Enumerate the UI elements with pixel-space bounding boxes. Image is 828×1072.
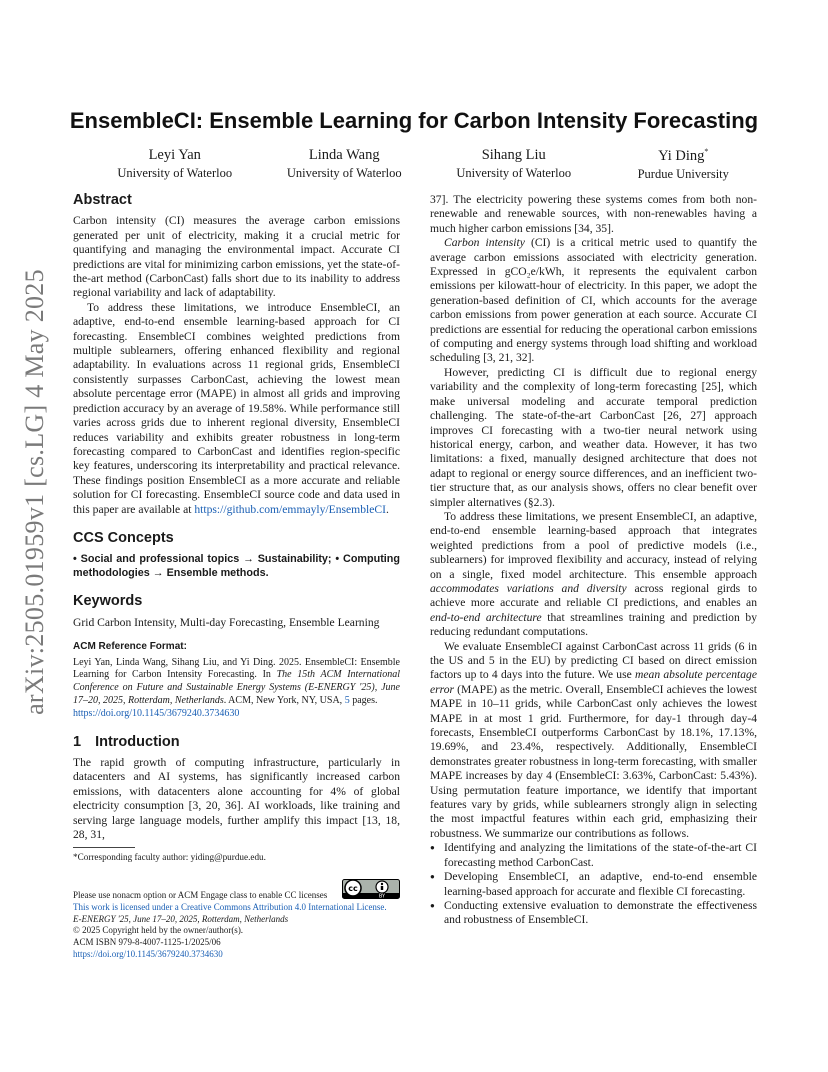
copyright: © 2025 Copyright held by the owner/author(s). bbox=[73, 925, 244, 936]
intro-paragraph-continued: 37]. The electricity powering these systems comes from both non-renewable and renewable sources, with non-renewables having a much higher carbon emissions [34, 35]. bbox=[430, 193, 757, 235]
keywords-text: Grid Carbon Intensity, Multi-day Forecasting, Ensemble Learning bbox=[73, 615, 380, 629]
abstract-paragraph-1: Carbon intensity (CI) measures the average carbon emissions generated per unit of electricity, making it a crucial metric for quantifying and managing the environmental impact. Accurate CI predictions are vital for minimizing carbon emissions, yet the state-of-the-art method (CarbonCast) falls short due to its inability to address regional variability and lack of adaptability. bbox=[73, 214, 400, 300]
conference-info: E-ENERGY '25, June 17–20, 2025, Rotterdam, Netherlands bbox=[73, 913, 289, 924]
author-affiliation: University of Waterloo bbox=[117, 166, 233, 180]
corresponding-mark: * bbox=[704, 147, 709, 156]
keywords-heading: Keywords bbox=[73, 593, 143, 610]
author-name: Linda Wang bbox=[308, 147, 380, 163]
footnote-corresponding: *Corresponding faculty author: yiding@purdue.edu. bbox=[73, 852, 266, 862]
license-doi-link[interactable]: https://doi.org/10.1145/3679240.3734630 bbox=[73, 948, 223, 959]
abstract-paragraph-2: To address these limitations, we introduce EnsembleCI, an adaptive, end-to-end ensemble learning-based approach for CI forecasting. EnsembleCI combines weighted predictions from multiple sublearners, offering enhanced flexibility and regional adaptability. In evaluations across 11 regional grids, EnsembleCI consistently surpasses CarbonCast, achieving the lowest mean absolute percentage error (MAPE) in almost all grids and improving prediction accuracy by an average of 19.58%. While performance still varies across grids due to inherent regional diversity, EnsembleCI reduces variability and exhibits greater robustness in long-term forecasting compared to CarbonCast and identifies region-specific key features, underscoring its interpretability and practical relevance. These findings position EnsembleCI as a more accurate and reliable solution for CI forecasting. EnsembleCI source code and data used in this paper are available at https://github.com/emmayly/EnsembleCI. bbox=[73, 300, 400, 516]
list-item: ● Developing EnsembleCI, an adaptive, end-to-end ensemble learning-based approach for accurate and flexible CI forecasting. bbox=[430, 870, 757, 899]
abstract-heading: Abstract bbox=[73, 192, 132, 208]
author-affiliation: Purdue University bbox=[637, 166, 729, 181]
arxiv-identifier-text: arXiv:2505.01959v1 [cs.LG] 4 May 2025 bbox=[20, 269, 49, 715]
arxiv-identifier bbox=[20, 269, 50, 715]
cc-by-badge-icon bbox=[342, 879, 400, 899]
intro-paragraph-3: However, predicting CI is difficult due to regional energy variability and the complexity of long-term forecasting [25], which make universal modeling and accurate temporal prediction challenging. The state-of-the-art CarbonCast [26, 27] approach improves CI forecasting with a two-tier neural network using historical energy, carbon, and weather data. However, it has two limitations: a fixed, manually designed architecture that does not adapt to regional or energy source differences, and an inefficient two-tier structure that, as our analysis shows, offers no clear benefit over simpler alternatives (§2.3). bbox=[430, 365, 757, 509]
acm-reference bbox=[73, 640, 400, 720]
doi-link[interactable]: https://doi.org/10.1145/3679240.3734630 bbox=[73, 707, 240, 719]
right-column bbox=[430, 193, 757, 928]
intro-paragraph-2: Carbon intensity (CI) is a critical metric used to quantify the average carbon emissions associated with electricity generation. Expressed in gCO₂e/kWh, it represents the equivalent carbon emissions per kilowatt-hour of electricity. In this paper, we adopt the generation-based definition of CI, which accounts for the average carbon emissions from power generation at each source. Accurate CI predictions are essential for reducing the operational carbon emissions of computing and energy systems through load shifting and workload scheduling [3, 21, 32]. bbox=[430, 236, 757, 365]
author-1 bbox=[90, 147, 260, 182]
intro-paragraph-4: To address these limitations, we present EnsembleCI, an adaptive, end-to-end ensemble learning-based approach that integrates weighted predictions from a pool of predictive models (i.e., sublearners) for improved flexibility and accuracy, instead of relying on a single, fixed model architecture. This ensemble approach accommodates variations and diversity across regional girds to achieve more accurate and reliable CI predictions, and enables an end-to-end architecture that streamlines training and prediction by reducing redundant computations. bbox=[430, 509, 757, 639]
author-name: Yi Ding* bbox=[658, 147, 709, 164]
footnote-rule bbox=[73, 847, 135, 848]
list-item: ● Conducting extensive evaluation to demonstrate the effectiveness and robustness of EnsembleCI. bbox=[430, 899, 757, 928]
acm-reference-heading: ACM Reference Format: bbox=[73, 641, 187, 653]
intro-paragraph-1: The rapid growth of computing infrastructure, particularly in datacenters and AI systems, has significantly increased carbon emissions, with datacenters alone accounting for 4% of global electricity consumption [3, 20, 36]. AI workloads, like training and serving large language models, further amplify this impact [13, 18, 28, 31, bbox=[73, 755, 400, 841]
pages-link[interactable]: 5 bbox=[344, 694, 350, 706]
list-item: ● Identifying and analyzing the limitations of the state-of-the-art CI forecasting method CarbonCast. bbox=[430, 841, 757, 870]
author-affiliation: University of Waterloo bbox=[456, 166, 572, 180]
ccs-concepts: • Social and professional topics → Sustainability; • Computing methodologies → Ensemble methods. bbox=[73, 553, 400, 580]
ccs-heading: CCS Concepts bbox=[73, 529, 174, 546]
author-2 bbox=[260, 147, 430, 182]
cc-license-link[interactable]: This work is licensed under a Creative Commons Attribution 4.0 International License. bbox=[73, 901, 387, 912]
intro-paragraph-5: We evaluate EnsembleCI against CarbonCast across 11 grids (6 in the US and 5 in the EU) by predicting CI based on direct emission factors up to 4 days into the future. We use mean absolute percentage error (MAPE) as the metric. Overall, EnsembleCI achieves the lowest MAPE in 10–11 grids, while CarbonCast only achieves the lowest MAPE in at most 1 grid. Furthermore, for day-1 through day-4 forecasts, EnsembleCI outperforms CarbonCast by 18.1%, 17.13%, 19.69%, and 23.4%, respectively. Additionally, EnsembleCI demonstrates greater robustness in long-term forecasting, with smaller MAPE increases by day 4 (EnsembleCI: 3.63%, CarbonCast: 5.43%). Using permutation feature importance, we identify that important features vary by grids, while sublearners strongly align in selecting the most impactful features within each grid, emphasizing their robustness. We summarize our contributions as follows. bbox=[430, 639, 757, 840]
left-column bbox=[73, 193, 400, 842]
author-3 bbox=[429, 147, 599, 182]
github-link[interactable]: https://github.com/emmayly/EnsembleCI bbox=[194, 502, 386, 516]
license-note: Please use nonacm option or ACM Engage class to enable CC licenses bbox=[73, 890, 328, 900]
introduction-heading: 1 Introduction bbox=[73, 733, 180, 750]
author-list bbox=[90, 147, 768, 182]
contributions-list bbox=[430, 841, 757, 927]
license-block bbox=[73, 890, 403, 961]
author-name: Sihang Liu bbox=[481, 147, 546, 163]
cc-by-badge-label: BY bbox=[378, 893, 386, 899]
author-name: Leyi Yan bbox=[148, 147, 201, 163]
isbn: ACM ISBN 979-8-4007-1125-1/2025/06 bbox=[73, 937, 221, 948]
author-4 bbox=[599, 147, 769, 182]
svg-text:cc: cc bbox=[348, 884, 358, 893]
author-affiliation: University of Waterloo bbox=[286, 166, 402, 180]
paper-title: EnsembleCI: Ensemble Learning for Carbon Intensity Forecasting bbox=[69, 108, 759, 133]
acm-reference-text: Leyi Yan, Linda Wang, Sihang Liu, and Yi Ding. 2025. EnsembleCI: Ensemble Learning for Carbon Intensity Forecasting. In The 15th ACM International Conference on Future and Sustainable Energy Systems (E-ENERGY '25), June 17–20, 2025, Rotterdam, Netherlands. ACM, New York, NY, USA, 5 pages. https://doi.org/10.1145/3679240.3734630 bbox=[73, 656, 400, 719]
